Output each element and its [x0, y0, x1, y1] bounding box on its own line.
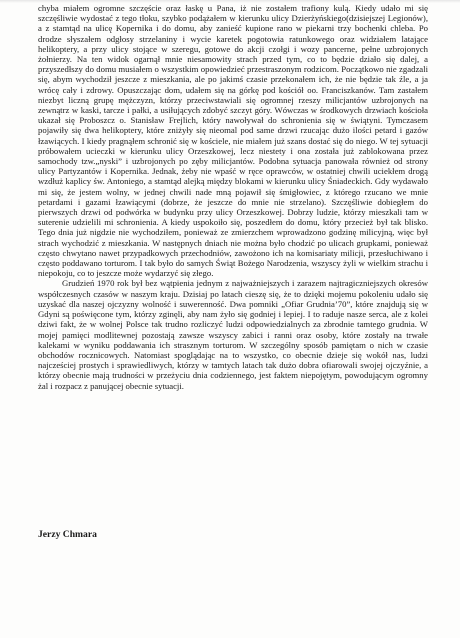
- paragraph-memoir: chyba miałem ogromne szczęście oraz łaskę u Pana, iż nie zostałem trafiony kulą. Kiedy udało mi się szczęśliwie wydostać z tego tłoku, szybko podążałem w kierunku ulicy Dzierżyńskiego(dzisiejszej Legionów), a z stamtąd na ulicę Kopernika i do domu, aby zanieść kupione rano w piekarni trzy bochenki chleba. Po drodze słyszałem odgłosy strzelaniny i wycie karetek pogotowia ratunkowego oraz widziałem latające helikoptery, a przy ulicy stojące w szeregu, gotowe do akcji czołgi i wozy pancerne, pełne uzbrojonych żołnierzy. Na ten widok ogarnął mnie niesamowity strach przed tym, co to będzie działo się dalej, a przyszedłszy do domu musiałem o wszystkim opowiedzieć przestraszonym rodzicom. Początkowo nie zgadzali się, abym wychodził jeszcze z mieszkania, ale po jakimś czasie przekonałem ich, że nie będzie tak źle, a ja wrócę cały i zdrowy. Opuszczając dom, udałem się na górkę pod kościół oo. Franciszkanów. Tam zastałem niezbyt liczną grupę mężczyzn, którzy przeciwstawiali się ogromnej rzeszy milicjantów uzbrojonych na zewnątrz w kaski, tarcze i pałki, a usiłujących zdobyć szczyt góry. Wówczas w środkowych drzwiach kościoła ukazał się Proboszcz o. Stanisław Frejlich, który nawoływał do schronienia się w świątyni. Tymczasem pojawiły się dwa helikoptery, które zniżyły się nieomal pod same drzwi rzucając dużo ilości petard i gazów łzawiących. I kiedy pragnąłem schronić się w kościele, nie miałem już szans dostać się do niego. W tej sytuacji próbowałem ucieczki w kierunku ulicy Orzeszkowej, lecz niestety i ona została już zablokowana przez samochody tzw.„nyski” i uzbrojonych po zęby milicjantów. Podobna sytuacja panowała również od strony ulicy Partyzantów i Kopernika. Jednak, żeby nie wpaść w ręce oprawców, w ostatniej chwili uciekłem drogą wzdłuż kaplicy św. Antoniego, a stamtąd alejką między blokami w kierunku ulicy Śniadeckich. Gdy wydawało mi się, że jestem wolny, w jednej chwili nade mną pojawił się śmigłowiec, z którego rzucano we mnie petardami i gazami łzawiącymi (dobrze, że jeszcze do mnie nie strzelano). Szczęśliwie dobiegłem do pierwszych drzwi od podwórka w budynku przy ulicy Orzeszkowej. Dobrzy ludzie, którzy mieszkali tam w suterenie udzielili mi schronienia. A kiedy uspokoiło się, poszedłem do domu, który przecież był tak blisko. Tego dnia już nigdzie nie wychodziłem, ponieważ ze zmierzchem wprowadzono godzinę milicyjną, więc był strach wychodzić z mieszkania. W następnych dniach nie można było chodzić po ulicach grupkami, ponieważ często chwytano nawet przypadkowych przechodniów, zawożono ich na komisariaty milicji, przesłuchiwano i często poddawano torturom. I tak było do samych Świąt Bożego Narodzenia, wszyscy żyli w wielkim strachu i niepokoju, co to jeszcze może wydarzyć się złego.: [38, 3, 428, 279]
- article-body: [38, 3, 428, 391]
- paragraph-reflection: Grudzień 1970 rok był bez wątpienia jednym z najważniejszych i zarazem najtragiczniejszych okresów współczesnych czasów w naszym kraju. Dzisiaj po latach cieszę się, że to dzięki mojemu pokoleniu udało się uzyskać dla naszej ojczyzny wolność i suwerenność. Dwa pomniki „Ofiar Grudnia’70”, które znajdują się w Gdyni są poświęcone tym, którzy zginęli, aby nam żyło się godniej i lepiej. I to raduje nasze serca, ale z kolei dziwi fakt, że w wolnej Polsce tak trudno rozliczyć ludzi odpowiedzialnych za zbrodnie tamtego grudnia. W mojej pamięci modlitewnej pozostają zawsze wszyscy zabici i ranni oraz osoby, które zostały na trwałe kalekami w wyniku poddawania ich strasznym torturom. W szczególny sposób pamiętam o nich w czasie obchodów rocznicowych. Natomiast spoglądając na to wszystko, co obecnie dzieje się wokół nas, ludzi najcześciej prostych i sprawiedliwych, którzy w tamtych latach tak dużo dobra ofiarowali swojej ojczyźnie, a którzy obecnie mają trudności w przeżyciu dnia codziennego, jest faktem niepojętym, powodującym ogromny żal i rozpacz z panującej obecnie sytuacji.: [38, 278, 428, 391]
- author-signature: Jerzy Chmara: [38, 529, 97, 540]
